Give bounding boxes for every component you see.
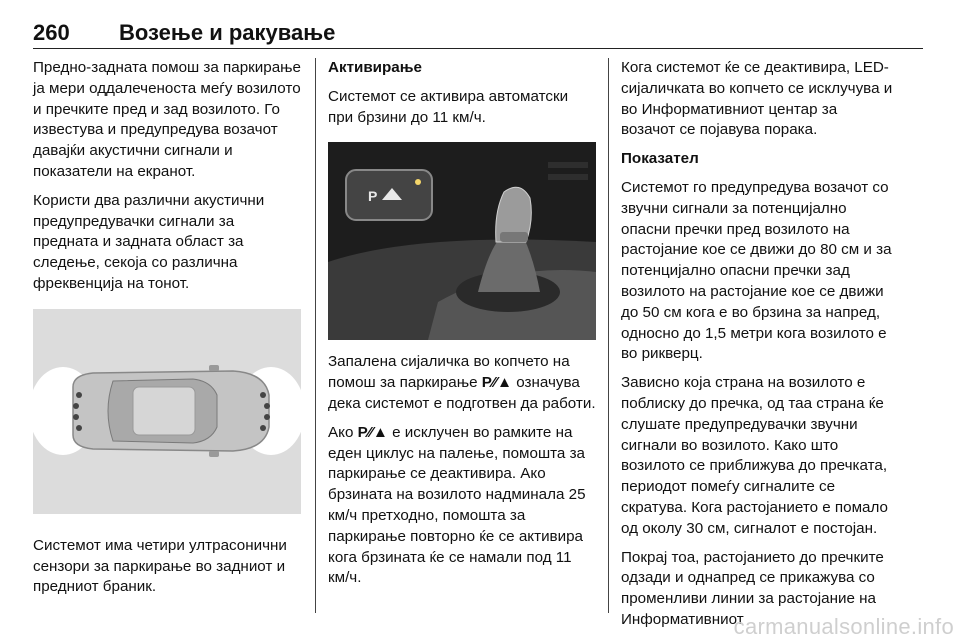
column-middle <box>328 58 596 597</box>
deactivate-text-a: Ако <box>328 423 354 441</box>
page-number: 260 <box>33 20 70 45</box>
led-text-b: означува дека системот е подготвен да работи. <box>328 374 596 412</box>
side-warning-paragraph: Зависно која страна на возилото е поблиску до пречка, од таа страна ќе слушате предупредувачки звучни сигнали во возилото. Како што возилото се приближува до пречката, периодот помеѓу сигналите се скратува. Кога растојанието е помало од околу 30 см, сигналот е постојан. <box>621 374 888 537</box>
figure-caption: Системот има четири ултрасонични сензори за паркирање во задниот и предниот браник. <box>33 536 287 596</box>
page-header <box>33 20 923 49</box>
section-heading-indicator: Показател <box>621 150 699 168</box>
deactivation-paragraph: Кога системот ќе се деактивира, LED-сијаличката во копчето се исклучува и во Информативниот центар за возачот се појавува порака. <box>621 59 893 139</box>
led-paragraph <box>328 352 596 414</box>
column-right <box>621 58 893 639</box>
park-assist-icon: P⁄⁄▲ <box>481 374 512 392</box>
intro-paragraph: Предно-задната помош за паркирање ја мери оддалеченоста меѓу возилото и пречките пред и зад возилото. Го известува и предупредува возачот давајќи акустични сигнали и показатели на екранот. <box>33 59 301 180</box>
gear-shifter-photo-icon <box>328 142 596 340</box>
deactivate-text-b: е исклучен во рамките на еден циклус на палење, помошта за паркирање се деактивира. Ако брзината на возилото надминала 25 км/ч претходно, помошта за паркирање повторно ќе се активира кога брзината ќе се намали под 11 км/ч. <box>328 423 586 587</box>
column-divider <box>608 58 609 613</box>
deactivate-paragraph <box>328 423 596 589</box>
activation-paragraph: Системот се активира автоматски при брзини до 11 км/ч. <box>328 87 569 126</box>
led-text-a: Запалена сијаличка во копчето на помош за паркирање <box>328 353 570 392</box>
distance-lines-paragraph: Покрај тоа, растојанието до пречките одзади и однапред се прикажува со променливи линии за растојание на Информативниот <box>621 548 884 628</box>
column-divider <box>315 58 316 613</box>
signals-paragraph: Користи два различни акустични предупредувачки сигнали за предната и задната област за следење, секоја со различна фреквенција на тонот. <box>33 191 265 292</box>
car-sensor-diagram-icon <box>33 309 301 514</box>
section-heading-activation: Активирање <box>328 59 422 76</box>
indicator-paragraph: Системот го предупредува возачот со звучни сигнали за потенцијално опасни пречки пред возилото на растојание кое се движи до 80 см и за потенцијално опасни пречки зад возилото на растојание кое се движи до 50 см кога е во брзина за напред, односно до 1,5 метри кога возилото е во рикверц. <box>621 178 892 363</box>
svg-text:P: P <box>368 188 378 205</box>
page-title: Возење и ракување <box>119 20 336 45</box>
park-assist-icon: P⁄⁄▲ <box>357 423 388 441</box>
column-left <box>33 58 301 606</box>
watermark: carmanualsonline.info <box>733 614 954 639</box>
